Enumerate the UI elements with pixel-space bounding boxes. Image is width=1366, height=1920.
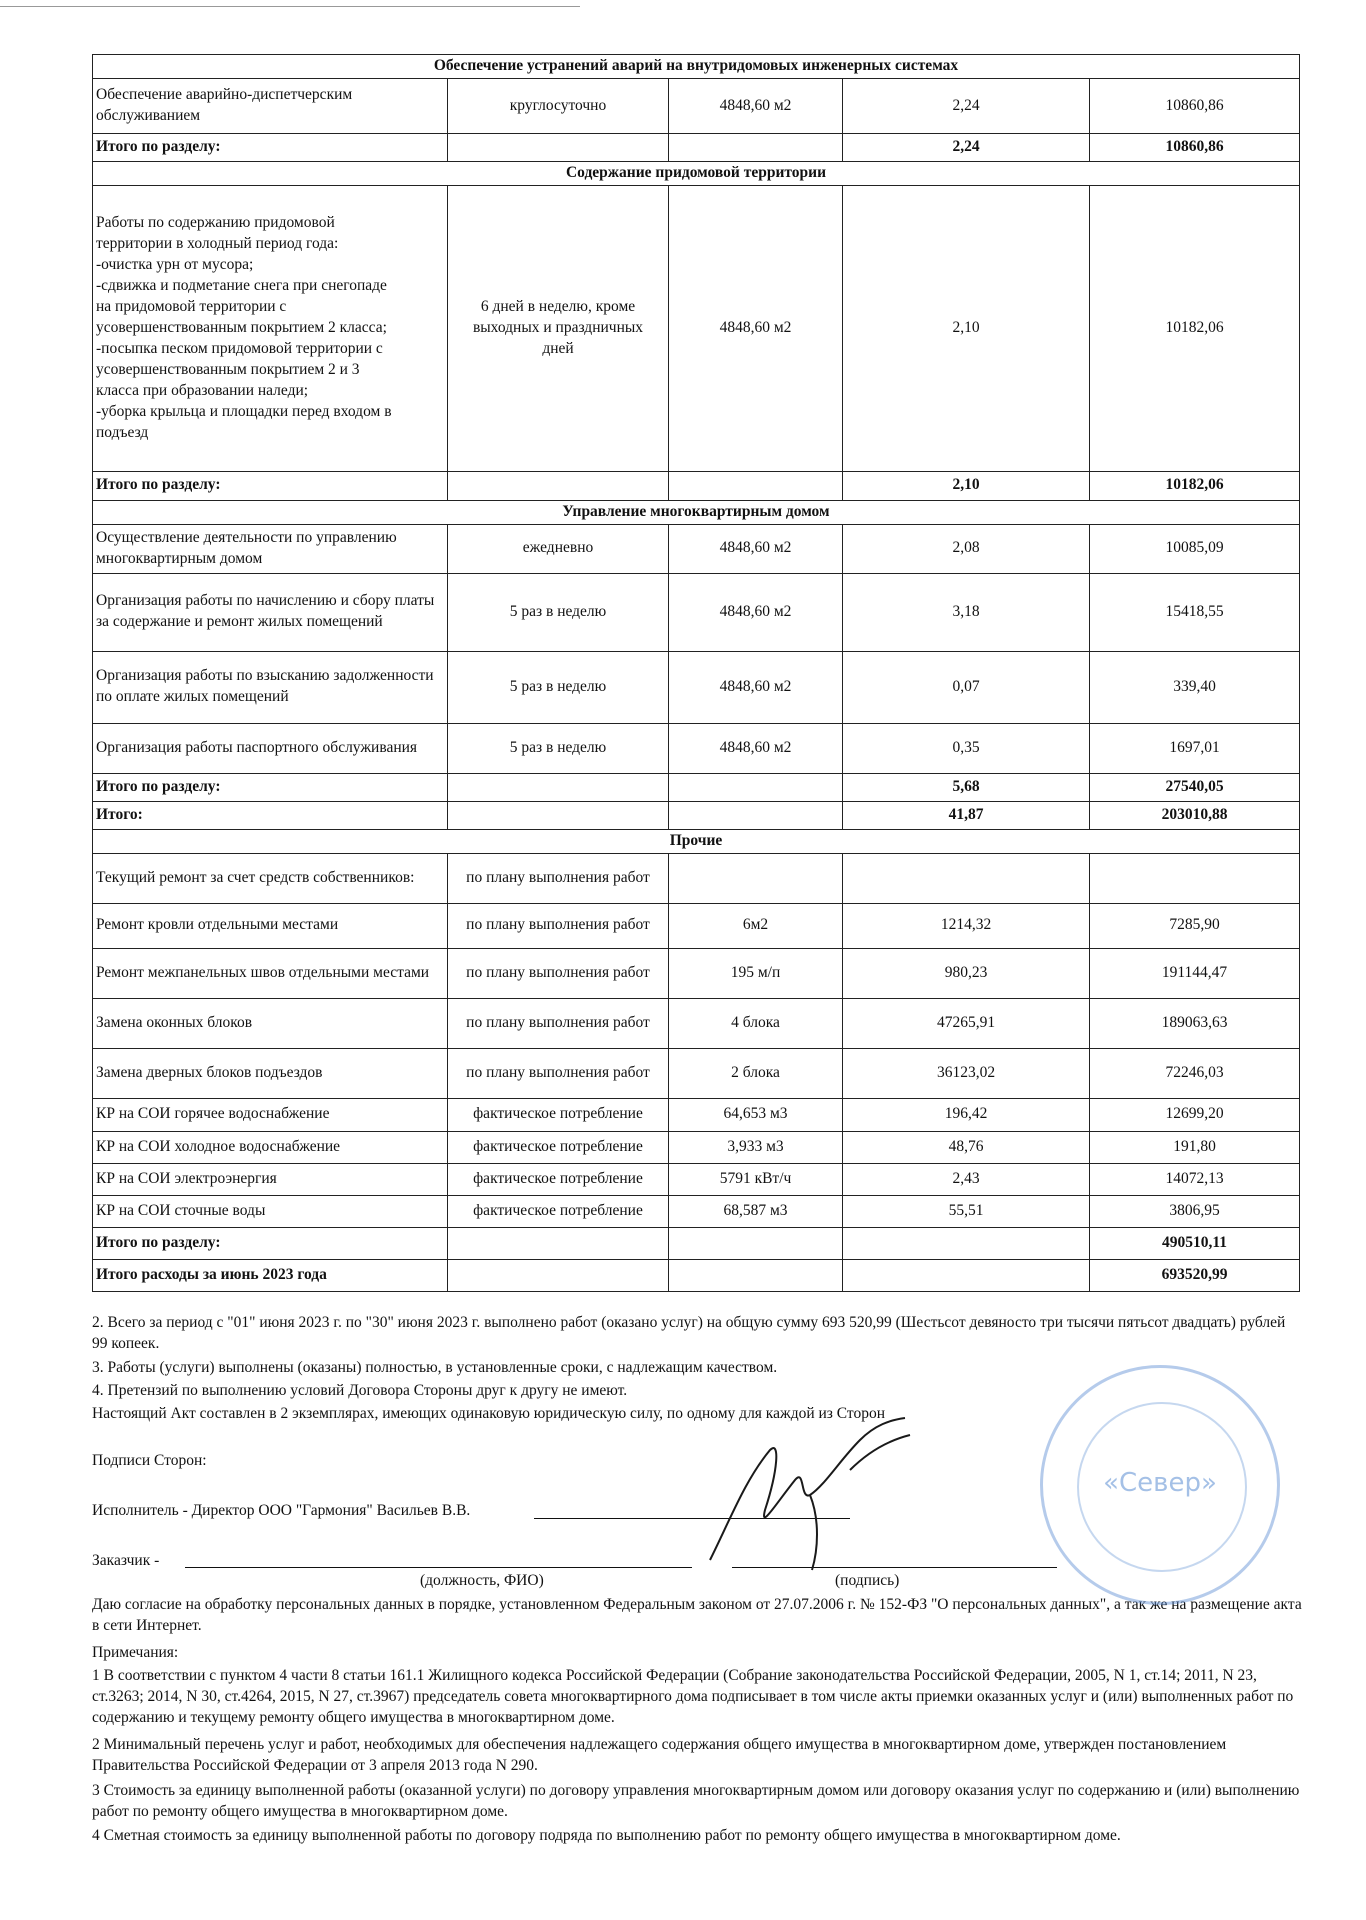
cell-frequency: ежедневно bbox=[448, 524, 669, 573]
cell-rate: 2,08 bbox=[843, 524, 1090, 573]
table-row bbox=[93, 1163, 1300, 1195]
cell-rate: 0,07 bbox=[843, 651, 1090, 723]
cell-sum: 10860,86 bbox=[1090, 79, 1300, 134]
cell-name: Ремонт кровли отдельными местами bbox=[93, 903, 448, 948]
cell-area: 4848,60 м2 bbox=[669, 651, 843, 723]
line: -очистка урн от мусора; bbox=[96, 256, 254, 274]
notes-title: Примечания: bbox=[92, 1644, 179, 1661]
paragraph-total-sum: 2. Всего за период с "01" июня 2023 г. по "30" июня 2023 г. выполнено работ (оказано услуг) на общую сумму 693 520,99 (Шестьсот девяносто три тысячи пятьсот двадцать) рублей 99 копеек. bbox=[92, 1314, 1286, 1352]
cell-name: Текущий ремонт за счет средств собственников: bbox=[93, 853, 448, 903]
line: -сдвижка и подметание снега при снегопаде bbox=[96, 277, 387, 295]
cell-frequency: фактическое потребление bbox=[448, 1195, 669, 1227]
cell-name: Ремонт межпанельных швов отдельными местами bbox=[93, 948, 448, 998]
cell-area: 195 м/п bbox=[669, 948, 843, 998]
total-sum: 693520,99 bbox=[1090, 1259, 1300, 1291]
cell-rate: 0,35 bbox=[843, 723, 1090, 773]
cell-sum: 191,80 bbox=[1090, 1131, 1300, 1163]
table-row bbox=[93, 998, 1300, 1048]
company-seal bbox=[1040, 1365, 1280, 1605]
table-row bbox=[93, 185, 1300, 471]
cell-sum: 10085,09 bbox=[1090, 524, 1300, 573]
cell-name bbox=[93, 185, 448, 471]
section-header bbox=[93, 161, 1300, 185]
cell-area: 4 блока bbox=[669, 998, 843, 1048]
cell-area: 6м2 bbox=[669, 903, 843, 948]
cell-rate: 2,24 bbox=[843, 79, 1090, 134]
cell-sum bbox=[1090, 853, 1300, 903]
table-row bbox=[93, 853, 1300, 903]
cell-area: 4848,60 м2 bbox=[669, 524, 843, 573]
table-row bbox=[93, 903, 1300, 948]
line: Работы по содержанию придомовой bbox=[96, 214, 335, 232]
cell-frequency: фактическое потребление bbox=[448, 1098, 669, 1131]
cell-name: Замена оконных блоков bbox=[93, 998, 448, 1048]
cell-sum: 15418,55 bbox=[1090, 573, 1300, 651]
services-table bbox=[92, 54, 1300, 1292]
table-row bbox=[93, 1195, 1300, 1227]
cell-sum: 1697,01 bbox=[1090, 723, 1300, 773]
cell-sum: 12699,20 bbox=[1090, 1098, 1300, 1131]
seal-company-name: «Север» bbox=[1103, 1468, 1217, 1498]
handwritten-signature bbox=[700, 1410, 920, 1580]
cell-rate: 980,23 bbox=[843, 948, 1090, 998]
table-row bbox=[93, 723, 1300, 773]
section-total-row bbox=[93, 471, 1300, 500]
cell-name: КР на СОИ горячее водоснабжение bbox=[93, 1098, 448, 1131]
paragraph-copies: Настоящий Акт составлен в 2 экземплярах, имеющих одинаковую юридическую силу, по одному для каждой из Сторон bbox=[92, 1405, 886, 1422]
cell-rate: 36123,02 bbox=[843, 1048, 1090, 1098]
cell-frequency: по плану выполнения работ bbox=[448, 1048, 669, 1098]
total-label: Итого по разделу: bbox=[93, 471, 448, 500]
table-row bbox=[93, 1098, 1300, 1131]
section-title-management: Управление многоквартирным домом bbox=[93, 500, 1300, 524]
note-4: 4 Сметная стоимость за единицу выполненной работы по договору подряда по выполнению работ по ремонту общего имущества в многоквартирном доме. bbox=[92, 1827, 1121, 1844]
total-label: Итого по разделу: bbox=[93, 134, 448, 162]
note-1: 1 В соответствии с пунктом 4 части 8 статьи 161.1 Жилищного кодекса Российской Федерации (Собрание законодательства Российской Федерации, 2005, N 1, ст.14; 2011, N 23, ст.3263; 2014, N 30, ст.4264, 2015, N 27, ст.3967) председатель совета многоквартирного дома подписывает в том числе акты приемки оказанных услуг и (или) выполненных работ по содержанию и текущему ремонту общего имущества в многоквартирном доме. bbox=[92, 1667, 1294, 1726]
cell-rate: 47265,91 bbox=[843, 998, 1090, 1048]
section-total-row bbox=[93, 134, 1300, 162]
cell-rate: 1214,32 bbox=[843, 903, 1090, 948]
customer-label: Заказчик - bbox=[92, 1552, 160, 1569]
table-row bbox=[93, 1131, 1300, 1163]
cell-area bbox=[669, 853, 843, 903]
cell-name: Замена дверных блоков подъездов bbox=[93, 1048, 448, 1098]
table-row bbox=[93, 79, 1300, 134]
section-total-row bbox=[93, 1227, 1300, 1259]
cell-name: КР на СОИ холодное водоснабжение bbox=[93, 1131, 448, 1163]
cell-frequency: 5 раз в неделю bbox=[448, 573, 669, 651]
line: 6 дней в неделю, кроме bbox=[480, 298, 636, 316]
cell-frequency bbox=[448, 185, 669, 471]
cell-frequency: фактическое потребление bbox=[448, 1163, 669, 1195]
final-total-row bbox=[93, 1259, 1300, 1291]
cell-rate: 196,42 bbox=[843, 1098, 1090, 1131]
cell-frequency: 5 раз в неделю bbox=[448, 651, 669, 723]
cell-sum: 339,40 bbox=[1090, 651, 1300, 723]
section-header bbox=[93, 55, 1300, 79]
section-header bbox=[93, 829, 1300, 853]
cell-area: 4848,60 м2 bbox=[669, 573, 843, 651]
section-total-row bbox=[93, 773, 1300, 801]
total-label: Итого по разделу: bbox=[93, 773, 448, 801]
cell-area: 64,653 м3 bbox=[669, 1098, 843, 1131]
line: территории в холодный период года: bbox=[96, 235, 339, 253]
section-title-other: Прочие bbox=[93, 829, 1300, 853]
cell-frequency: по плану выполнения работ bbox=[448, 853, 669, 903]
note-3: 3 Стоимость за единицу выполненной работы (оказанной услуги) по договору управления многоквартирным домом или договору оказания услуг по содержанию и (или) выполнению работ по ремонту общего имущества в многоквартирном доме. bbox=[92, 1782, 1300, 1820]
cell-name: Осуществление деятельности по управлению многоквартирным домом bbox=[93, 524, 448, 573]
cell-name: Организация работы по начислению и сбору платы за содержание и ремонт жилых помещений bbox=[93, 573, 448, 651]
grand-total-row bbox=[93, 801, 1300, 829]
cell-frequency: круглосуточно bbox=[448, 79, 669, 134]
paragraph-no-claims: 4. Претензий по выполнению условий Договора Стороны друг к другу не имеют. bbox=[92, 1382, 628, 1399]
cell-rate: 2,43 bbox=[843, 1163, 1090, 1195]
total-sum: 490510,11 bbox=[1090, 1227, 1300, 1259]
line: выходных и праздничных bbox=[472, 318, 644, 336]
total-label: Итого по разделу: bbox=[93, 1227, 448, 1259]
cell-sum: 191144,47 bbox=[1090, 948, 1300, 998]
total-sum: 10182,06 bbox=[1090, 471, 1300, 500]
total-rate: 41,87 bbox=[843, 801, 1090, 829]
customer-position-line bbox=[185, 1567, 692, 1568]
cell-rate: 2,10 bbox=[843, 185, 1090, 471]
line: подъезд bbox=[96, 423, 149, 441]
cell-name: КР на СОИ электроэнергия bbox=[93, 1163, 448, 1195]
cell-frequency: фактическое потребление bbox=[448, 1131, 669, 1163]
cell-rate: 3,18 bbox=[843, 573, 1090, 651]
total-sum: 10860,86 bbox=[1090, 134, 1300, 162]
table-row bbox=[93, 651, 1300, 723]
cell-rate: 48,76 bbox=[843, 1131, 1090, 1163]
cell-sum: 14072,13 bbox=[1090, 1163, 1300, 1195]
cell-area: 68,587 м3 bbox=[669, 1195, 843, 1227]
cell-name: Обеспечение аварийно-диспетчерским обслуживанием bbox=[93, 79, 448, 134]
cell-area: 2 блока bbox=[669, 1048, 843, 1098]
cell-sum: 189063,63 bbox=[1090, 998, 1300, 1048]
position-caption: (должность, ФИО) bbox=[420, 1572, 544, 1589]
cell-frequency: по плану выполнения работ bbox=[448, 948, 669, 998]
table-row bbox=[93, 524, 1300, 573]
line: -посыпка песком придомовой территории с bbox=[96, 339, 383, 357]
line: дней bbox=[542, 339, 574, 357]
line: усовершенствованным покрытием 2 и 3 bbox=[96, 360, 360, 378]
scan-edge-line bbox=[0, 6, 580, 7]
cell-name: Организация работы паспортного обслуживания bbox=[93, 723, 448, 773]
cell-sum: 72246,03 bbox=[1090, 1048, 1300, 1098]
cell-area: 3,933 м3 bbox=[669, 1131, 843, 1163]
cell-area: 4848,60 м2 bbox=[669, 723, 843, 773]
table-row bbox=[93, 948, 1300, 998]
paragraph-quality: 3. Работы (услуги) выполнены (оказаны) полностью, в установленные сроки, с надлежащим качеством. bbox=[92, 1359, 778, 1376]
line: -уборка крыльца и площадки перед входом в bbox=[96, 402, 392, 420]
section-title-emergency: Обеспечение устранений аварий на внутридомовых инженерных системах bbox=[93, 55, 1300, 79]
cell-sum: 7285,90 bbox=[1090, 903, 1300, 948]
total-label: Итого: bbox=[93, 801, 448, 829]
table-row bbox=[93, 1048, 1300, 1098]
table-row bbox=[93, 573, 1300, 651]
cell-area: 5791 кВт/ч bbox=[669, 1163, 843, 1195]
cell-area: 4848,60 м2 bbox=[669, 79, 843, 134]
cell-rate bbox=[843, 853, 1090, 903]
cell-rate: 55,51 bbox=[843, 1195, 1090, 1227]
line: усовершенствованным покрытием 2 класса; bbox=[96, 318, 387, 336]
section-title-yard: Содержание придомовой территории bbox=[93, 161, 1300, 185]
cell-frequency: 5 раз в неделю bbox=[448, 723, 669, 773]
line: на придомовой территории с bbox=[96, 298, 287, 316]
cell-sum: 3806,95 bbox=[1090, 1195, 1300, 1227]
executor-line: Исполнитель - Директор ООО "Гармония" Васильев В.В. bbox=[92, 1502, 471, 1519]
consent-paragraph: Даю согласие на обработку персональных данных в порядке, установленном Федеральным законом от 27.07.2006 г. № 152-ФЗ "О персональных данных", а так же на размещение акта в сети Интернет. bbox=[92, 1596, 1302, 1634]
cell-name: Организация работы по взысканию задолженности по оплате жилых помещений bbox=[93, 651, 448, 723]
note-2: 2 Минимальный перечень услуг и работ, необходимых для обеспечения надлежащего содержания общего имущества в многоквартирном доме, утвержден постановлением Правительства Российской Федерации от 3 апреля 2013 года N 290. bbox=[92, 1736, 1227, 1774]
cell-name: КР на СОИ сточные воды bbox=[93, 1195, 448, 1227]
cell-frequency: по плану выполнения работ bbox=[448, 903, 669, 948]
line: класса при образовании наледи; bbox=[96, 381, 309, 399]
section-header bbox=[93, 500, 1300, 524]
cell-area: 4848,60 м2 bbox=[669, 185, 843, 471]
total-rate: 2,24 bbox=[843, 134, 1090, 162]
signatures-title: Подписи Сторон: bbox=[92, 1452, 207, 1469]
cell-frequency: по плану выполнения работ bbox=[448, 998, 669, 1048]
signature-caption: (подпись) bbox=[835, 1572, 900, 1589]
cell-sum: 10182,06 bbox=[1090, 185, 1300, 471]
total-sum: 203010,88 bbox=[1090, 801, 1300, 829]
total-rate: 5,68 bbox=[843, 773, 1090, 801]
total-label: Итого расходы за июнь 2023 года bbox=[93, 1259, 448, 1291]
total-rate: 2,10 bbox=[843, 471, 1090, 500]
total-sum: 27540,05 bbox=[1090, 773, 1300, 801]
